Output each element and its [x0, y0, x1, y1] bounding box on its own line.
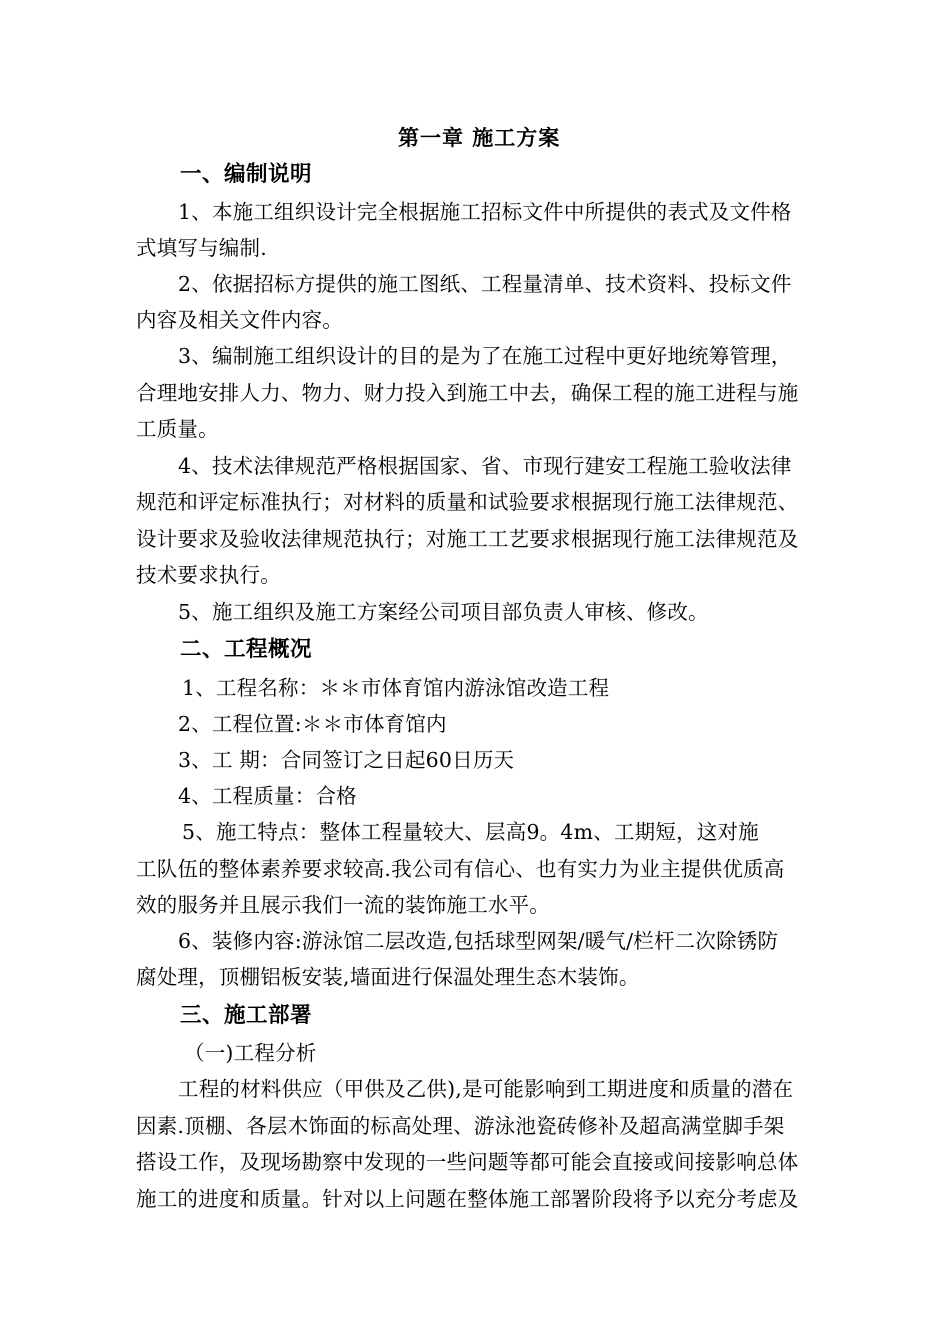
paragraph-line: 效的服务并且展示我们一流的装饰施工水平。 [136, 893, 550, 917]
paragraph-line: 5、施工特点：整体工程量较大、层高9。4m、工期短，这对施 [182, 820, 759, 844]
paragraph-line: 3、工 期：合同签订之日起60日历天 [178, 748, 515, 772]
paragraph-line: 技术要求执行。 [136, 563, 281, 587]
paragraph-line: 4、工程质量：合格 [178, 784, 357, 808]
paragraph-line: 3、编制施工组织设计的目的是为了在施工过程中更好地统筹管理， [178, 344, 792, 368]
paragraph-line: 内容及相关文件内容。 [136, 308, 343, 332]
paragraph-line: 1、本施工组织设计完全根据施工招标文件中所提供的表式及文件格 [178, 200, 792, 224]
paragraph-line: 工程的材料供应（甲供及乙供),是可能影响到工期进度和质量的潜在 [178, 1077, 794, 1101]
paragraph-line: 工队伍的整体素养要求较高.我公司有信心、也有实力为业主提供优质高 [136, 857, 785, 881]
paragraph-line: 腐处理，顶棚铝板安装,墙面进行保温处理生态木装饰。 [136, 965, 640, 989]
subsection-heading: （一)工程分析 [184, 1041, 317, 1065]
paragraph-line: 施工的进度和质量。针对以上问题在整体施工部署阶段将予以充分考虑及 [136, 1187, 799, 1211]
paragraph-line: 工质量。 [136, 417, 219, 441]
paragraph-line: 规范和评定标准执行；对材料的质量和试验要求根据现行施工法律规范、 [136, 490, 799, 514]
chapter-title: 第一章 施工方案 [398, 125, 561, 150]
section-heading: 二、工程概况 [180, 637, 313, 662]
section-heading: 一、编制说明 [180, 162, 313, 187]
paragraph-line: 式填写与编制. [136, 236, 267, 260]
paragraph-line: 6、装修内容:游泳馆二层改造,包括球型网架/暖气/栏杆二次除锈防 [178, 929, 779, 953]
paragraph-line: 合理地安排人力、物力、财力投入到施工中去，确保工程的施工进程与施 [136, 381, 799, 405]
paragraph-line: 4、技术法律规范严格根据国家、省、市现行建安工程施工验收法律 [178, 454, 792, 478]
paragraph-line: 1、工程名称：＊＊市体育馆内游泳馆改造工程 [182, 676, 610, 700]
paragraph-line: 因素.顶棚、各层木饰面的标高处理、游泳池瓷砖修补及超高满堂脚手架 [136, 1114, 785, 1138]
paragraph-line: 搭设工作，及现场勘察中发现的一些问题等都可能会直接或间接影响总体 [136, 1150, 799, 1174]
paragraph-line: 2、工程位置:＊＊市体育馆内 [178, 712, 447, 736]
paragraph-line: 5、施工组织及施工方案经公司项目部负责人审核、修改。 [178, 600, 709, 624]
paragraph-line: 2、依据招标方提供的施工图纸、工程量清单、技术资料、投标文件 [178, 272, 792, 296]
section-heading: 三、施工部署 [180, 1003, 313, 1028]
paragraph-line: 设计要求及验收法律规范执行；对施工工艺要求根据现行施工法律规范及 [136, 527, 799, 551]
